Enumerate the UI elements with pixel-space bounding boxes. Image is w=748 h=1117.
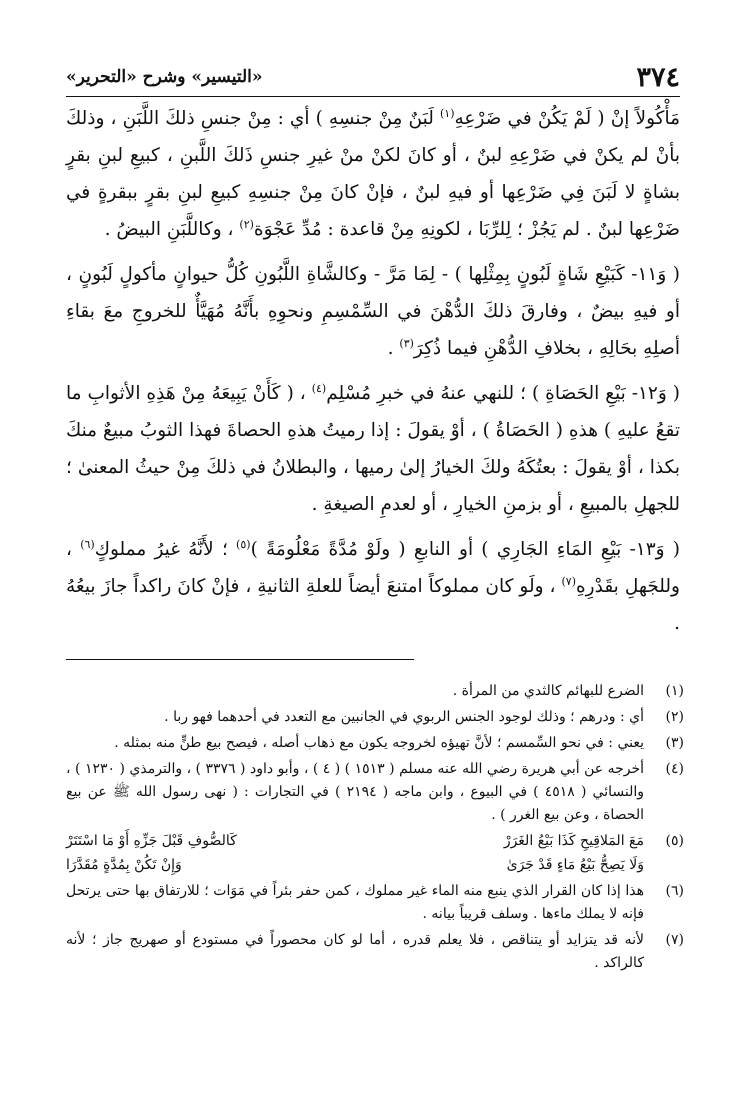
footnote-1: (١) الضرع للبهائم كالثدي من المرأة . — [452, 683, 684, 699]
verse-line-2: وَلَا يَصِحُّ بَيْعُ مَاءٍ قَدْ جَرَىٰ وَإِنْ تَكُنْ بِمُدَّةٍ مُقَدَّرَا — [66, 857, 644, 873]
running-title: «التيسير» وشرح «التحرير» — [66, 67, 263, 87]
footnote-ref-5: (٥) — [236, 537, 251, 551]
footnote-ref-4: (٤) — [311, 381, 327, 395]
paragraph-3: ( وَ١٢- بَيْعِ الحَصَاةِ ) ؛ للنهي عنهُ في خبرِ مُسْلِم$^{(٤)}$ ، ( كَأَنْ يَبِيعَهُ مِنْ هَذِهِ الأثوابِ ما تقعُ عليهِ ) هذهِ ( الحَصَاةُ ) ، أوْ يقولَ : إذا رميتُ هذهِ الحصاةَ فهذا الثوبُ مبيعٌ منكَ بكذا ، أوْ يقولَ : بعتُكَهُ ولكَ الخيارُ إلىٰ رميها ، والبطلانُ في ذلكَ مِنْ حيثُ المعنىٰ ؛ للجهلِ بالمبيعِ ، أو بزمنِ الخيارِ ، أو لعدمِ الصيغةِ . — [66, 381, 680, 515]
paragraph-1: مَأْكُولاً إنْ ( لَمْ يَكُنْ في ضَرْعِهِ$^{(١)}$ لَبَنٌ مِنْ جنسِهِ ) أي : مِنْ جنسِ ذلكَ اللَّبَنِ ، وذلكَ بأنْ لم يكنْ في ضَرْعِهِ لبنٌ ، أو كانَ لكنْ منْ غيرِ جنسِ ذَلكَ اللَّبنِ ، كبيعِ لبنِ بقرٍ بشاةٍ لا لَبَنَ فِي ضَرْعِها أو فيهِ لبنٌ ، فإنْ كانَ مِنْ جنسِهِ كبيعِ لبنِ بقرٍ ببقرةٍ في ضَرْعِها لبنٌ . لم يَجُزْ ؛ لِلرِّبَا ، لكونِهِ مِنْ قاعدة : مُدِّ عَجْوَة$^{(٢)}$ ، وكاللَّبَنِ البيضُ . — [66, 106, 680, 240]
footnotes — [66, 680, 684, 978]
paragraph-4: ( وَ١٣- بَيْعِ المَاءِ الجَارِي ) أو النابعِ ( ولَوْ مُدَّةً مَعْلُومَةً )$^{(٥)}$ ؛ لأَنَّهُ غيرُ مملوكٍ$^{(٦)}$ ، وللجَهلِ بقَدْرِهِ$^{(٧)}$ ، ولَو كان مملوكاً امتنعَ أيضاً للعلةِ الثانيةِ ، فإنْ كانَ راكداً جازَ بيعُهُ . — [66, 537, 680, 634]
paragraph-2: ( وَ١١- كَبَيْعِ شَاةٍ لَبُونٍ بِمِثْلِها ) - لِمَا مَرَّ - وكالشَّاةِ اللَّبُونِ كُلُّ حيوانٍ مأكولٍ لَبُونٍ ، أو فيهِ بيضٌ ، وفارقَ ذلكَ الدُّهْنَ في السِّمْسِمِ ونحوِهِ بأَنَّهُ مُهَيَّأٌ للخروجِ معَ بقاءِ أصلِهِ بحَالِهِ ، بخلافِ الدُّهْنِ فيما ذُكِرَ$^{(٣)}$ . — [66, 264, 680, 359]
verse-block — [66, 830, 644, 877]
footnote-ref-2: (٢) — [239, 217, 254, 231]
page-header — [66, 58, 680, 97]
footnote-ref-6: (٦) — [80, 537, 95, 551]
footnote-ref-1: (١) — [439, 106, 455, 120]
footnote-6: (٦) هذا إذا كان القرار الذي ينبع منه الماء غير مملوك ، كمن حفر بئراً في مَوَات ؛ للارتفاق بها حتى يرتحل فإنه لا يملك ماءها . وسلف قريباً بيانه . — [66, 883, 684, 922]
footnote-ref-3: (٣) — [399, 336, 414, 350]
footnote-2: (٢) أي : ودرهم ؛ وذلك لوجود الجنس الربوي في الجانبين مع التعدد في أحدهما فهو ربا . — [164, 709, 684, 725]
footnote-7: (٧) لأنه قد يتزايد أو يتناقص ، فلا يعلم قدره ، أما لو كان محصوراً في مستودع أو صهريج جاز ؛ لأنه كالراكد . — [66, 932, 684, 971]
footnote-ref-7: (٧) — [561, 574, 576, 588]
footnote-3: (٣) يعني : في نحو السِّمسم ؛ لأنَّ تهيؤه لخروجه يكون مع ذهاب أصله ، فيصح بيع طنٍّ منه بمثله . — [114, 735, 684, 751]
verse-line-1: مَعَ المَلاقِيحِ كَذَا بَيْعُ الغَرَرْ كَالصُّوفِ قَبْلَ جَزِّهِ أَوْ مَا اسْتَتَرْ — [66, 833, 644, 849]
page-number: ٣٧٤ — [636, 61, 680, 93]
main-text — [66, 100, 680, 650]
footnote-separator — [66, 659, 414, 660]
footnote-5-verse: (٥) مَعَ المَلاقِيحِ كَذَا بَيْعُ الغَرَرْ كَالصُّوفِ قَبْلَ جَزِّهِ أَوْ مَا اسْتَتَرْ وَلَا يَصِحُّ بَيْعُ مَاءٍ قَدْ جَرَىٰ وَإِنْ تَكُنْ بِمُدَّةٍ مُقَدَّرَا — [66, 830, 684, 877]
footnote-4: (٤) أخرجه عن أبي هريرة رضي الله عنه مسلم ( ١٥١٣ ) ( ٤ ) ، وأبو داود ( ٣٣٧٦ ) ، والترمذي ( ١٢٣٠ ) ، والنسائي ( ٤٥١٨ ) في البيوع ، وابن ماجه ( ٢١٩٤ ) في التجارات : ( نهى رسول الله ﷺ عن بيع الحصاة ، وعن بيع الغرر ) . — [66, 761, 684, 823]
